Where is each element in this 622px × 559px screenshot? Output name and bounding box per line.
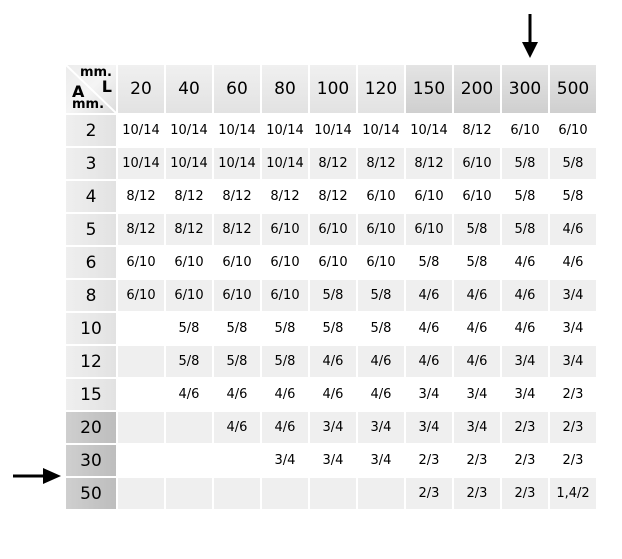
table-cell: 6/10 xyxy=(462,189,492,204)
table-cell: 10/14 xyxy=(118,148,164,179)
table-cell: 5/8 xyxy=(502,214,548,245)
table-cell: 5/8 xyxy=(454,214,500,245)
table-cell: 8/12 xyxy=(358,148,404,179)
table-row xyxy=(66,379,596,410)
table-cell: 5/8 xyxy=(274,321,296,336)
table-cell xyxy=(262,478,308,509)
table-cell: 5/8 xyxy=(178,321,200,336)
row-header-12: 12 xyxy=(66,346,116,377)
table-cell: 5/8 xyxy=(262,346,308,377)
table-cell: 5/8 xyxy=(358,280,404,311)
table-cell: 8/12 xyxy=(310,148,356,179)
row-header-6: 6 xyxy=(66,247,116,278)
table-cell xyxy=(214,445,260,476)
table-cell: 2/3 xyxy=(550,412,596,443)
table-cell: 6/10 xyxy=(310,214,356,245)
table-cell: 3/4 xyxy=(370,453,392,468)
table-cell: 4/6 xyxy=(418,321,440,336)
table-cell: 3/4 xyxy=(358,412,404,443)
table-cell: 4/6 xyxy=(550,214,596,245)
table-cell: 8/12 xyxy=(214,214,260,245)
table-row xyxy=(66,148,596,179)
table-cell: 4/6 xyxy=(274,387,296,402)
table-cell: 6/10 xyxy=(510,123,540,138)
table-cell xyxy=(118,313,164,344)
table-cell xyxy=(118,412,164,443)
table-cell: 8/12 xyxy=(270,189,300,204)
table-cell: 8/12 xyxy=(174,189,204,204)
column-header-150: 150 xyxy=(406,65,452,113)
table-cell xyxy=(166,478,212,509)
row-header-4: 4 xyxy=(66,181,116,212)
table-cell: 8/12 xyxy=(222,189,252,204)
row-header-3: 3 xyxy=(66,148,116,179)
table-cell: 10/14 xyxy=(262,148,308,179)
table-cell: 5/8 xyxy=(214,346,260,377)
table-cell: 2/3 xyxy=(502,478,548,509)
table-cell: 6/10 xyxy=(558,123,588,138)
table-cell: 6/10 xyxy=(166,280,212,311)
table-cell: 4/6 xyxy=(178,387,200,402)
table-cell: 10/14 xyxy=(362,123,400,138)
table-cell: 6/10 xyxy=(222,255,252,270)
table-cell: 4/6 xyxy=(226,387,248,402)
table-cell: 4/6 xyxy=(322,387,344,402)
table-cell xyxy=(118,346,164,377)
table-cell: 3/4 xyxy=(454,412,500,443)
right-arrow-icon xyxy=(13,466,61,486)
table-row xyxy=(66,313,596,344)
table-cell: 10/14 xyxy=(314,123,352,138)
size-chart-table xyxy=(64,63,598,511)
table-cell: 10/14 xyxy=(166,148,212,179)
table-cell: 4/6 xyxy=(466,321,488,336)
table-cell: 10/14 xyxy=(214,148,260,179)
table-cell: 2/3 xyxy=(562,453,584,468)
table-cell: 4/6 xyxy=(370,387,392,402)
table-cell: 3/4 xyxy=(502,346,548,377)
column-header-500: 500 xyxy=(550,65,596,113)
table-cell: 5/8 xyxy=(502,148,548,179)
table-cell: 5/8 xyxy=(514,189,536,204)
table-cell: 4/6 xyxy=(406,346,452,377)
row-header-50: 50 xyxy=(66,478,116,509)
column-header-80: 80 xyxy=(262,65,308,113)
table-row xyxy=(66,346,596,377)
column-header-200: 200 xyxy=(454,65,500,113)
table-cell: 5/8 xyxy=(466,255,488,270)
table-cell: 3/4 xyxy=(514,387,536,402)
column-header-300: 300 xyxy=(502,65,548,113)
table-cell: 4/6 xyxy=(214,412,260,443)
table-cell: 8/12 xyxy=(406,148,452,179)
table-row xyxy=(66,280,596,311)
row-axis-label xyxy=(72,84,104,111)
column-header-20: 20 xyxy=(118,65,164,113)
column-unit-label: mm. xyxy=(79,65,112,80)
table-cell: 5/8 xyxy=(370,321,392,336)
row-header-10: 10 xyxy=(66,313,116,344)
table-cell: 1,4/2 xyxy=(550,478,596,509)
row-letter-label: A xyxy=(72,82,85,101)
table-cell: 4/6 xyxy=(514,321,536,336)
column-header-60: 60 xyxy=(214,65,260,113)
column-header-100: 100 xyxy=(310,65,356,113)
row-unit-label: mm. xyxy=(72,97,105,112)
table-cell: 5/8 xyxy=(310,280,356,311)
table-cell: 6/10 xyxy=(126,255,156,270)
table-row xyxy=(66,445,596,476)
table-cell: 3/4 xyxy=(274,453,296,468)
table-cell: 5/8 xyxy=(418,255,440,270)
table-cell: 4/6 xyxy=(310,346,356,377)
table-cell: 6/10 xyxy=(454,148,500,179)
column-header-40: 40 xyxy=(166,65,212,113)
table-cell xyxy=(118,445,164,476)
table-cell: 2/3 xyxy=(562,387,584,402)
table-cell xyxy=(118,379,164,410)
row-header-15: 15 xyxy=(66,379,116,410)
table-cell: 6/10 xyxy=(358,214,404,245)
table-cell xyxy=(166,445,212,476)
table-cell: 5/8 xyxy=(550,148,596,179)
table-cell: 10/14 xyxy=(122,123,160,138)
table-cell: 6/10 xyxy=(406,214,452,245)
table-cell: 3/4 xyxy=(466,387,488,402)
corner-cell xyxy=(66,65,116,113)
table-cell: 5/8 xyxy=(562,189,584,204)
row-header-20: 20 xyxy=(66,412,116,443)
table-row xyxy=(66,214,596,245)
table-cell: 4/6 xyxy=(454,280,500,311)
table-cell: 10/14 xyxy=(266,123,304,138)
table-cell: 5/8 xyxy=(226,321,248,336)
table-cell: 3/4 xyxy=(418,387,440,402)
table-cell: 6/10 xyxy=(414,189,444,204)
table-body xyxy=(66,115,596,509)
table-cell: 8/12 xyxy=(462,123,492,138)
row-header-30: 30 xyxy=(66,445,116,476)
table-cell: 2/3 xyxy=(514,453,536,468)
table-cell xyxy=(310,478,356,509)
table-cell xyxy=(358,478,404,509)
row-header-8: 8 xyxy=(66,280,116,311)
table-row xyxy=(66,478,596,509)
table-cell: 3/4 xyxy=(550,346,596,377)
column-letter-label: L xyxy=(101,77,112,96)
table-cell xyxy=(118,478,164,509)
table-cell: 8/12 xyxy=(318,189,348,204)
table-cell: 4/6 xyxy=(514,255,536,270)
table-cell: 6/10 xyxy=(262,280,308,311)
table-cell xyxy=(214,478,260,509)
table-cell: 6/10 xyxy=(214,280,260,311)
down-arrow-icon xyxy=(520,14,540,58)
table-cell: 3/4 xyxy=(322,453,344,468)
table-cell: 2/3 xyxy=(502,412,548,443)
table-cell: 4/6 xyxy=(502,280,548,311)
table-cell: 6/10 xyxy=(262,214,308,245)
table-row xyxy=(66,247,596,278)
table-cell: 8/12 xyxy=(126,189,156,204)
table-cell: 2/3 xyxy=(454,478,500,509)
table-cell: 4/6 xyxy=(406,280,452,311)
table-cell: 3/4 xyxy=(310,412,356,443)
table-cell: 6/10 xyxy=(174,255,204,270)
table-cell: 8/12 xyxy=(118,214,164,245)
table-cell: 4/6 xyxy=(262,412,308,443)
table-cell: 2/3 xyxy=(466,453,488,468)
table-cell: 2/3 xyxy=(418,453,440,468)
table-row xyxy=(66,115,596,146)
table-cell: 6/10 xyxy=(118,280,164,311)
header-row xyxy=(66,65,596,113)
table-row xyxy=(66,181,596,212)
table-row xyxy=(66,412,596,443)
table-cell: 2/3 xyxy=(406,478,452,509)
table-cell: 6/10 xyxy=(366,189,396,204)
table-cell: 10/14 xyxy=(170,123,208,138)
table-cell: 6/10 xyxy=(270,255,300,270)
table-cell: 5/8 xyxy=(322,321,344,336)
table-cell: 4/6 xyxy=(358,346,404,377)
column-header-120: 120 xyxy=(358,65,404,113)
table-cell: 10/14 xyxy=(410,123,448,138)
table-cell: 4/6 xyxy=(454,346,500,377)
table-cell: 6/10 xyxy=(366,255,396,270)
row-header-5: 5 xyxy=(66,214,116,245)
table-cell: 3/4 xyxy=(550,280,596,311)
table-cell: 3/4 xyxy=(406,412,452,443)
table-cell: 5/8 xyxy=(166,346,212,377)
table-cell: 10/14 xyxy=(218,123,256,138)
table-cell xyxy=(166,412,212,443)
table-cell: 4/6 xyxy=(562,255,584,270)
table-cell: 6/10 xyxy=(318,255,348,270)
table-cell: 3/4 xyxy=(562,321,584,336)
row-header-2: 2 xyxy=(66,115,116,146)
table-cell: 8/12 xyxy=(166,214,212,245)
